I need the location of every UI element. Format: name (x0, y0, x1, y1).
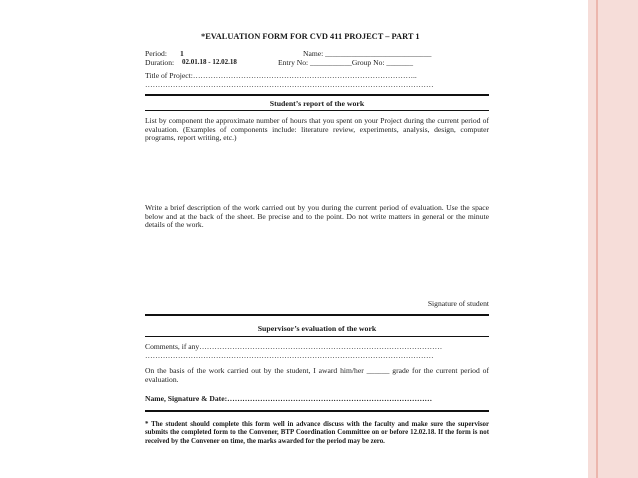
supervisor-heading-underline (145, 336, 489, 337)
period-label: Period: (145, 49, 167, 58)
section-divider-bottom (145, 410, 489, 412)
student-description-instructions: Write a brief description of the work carried out by you during the current period of evaluation. Use the space below and at the back of the sheet. Be precise and to the point. Do not write matters in general or the minute details of the work. (145, 203, 489, 230)
name-field: Name: ____________________________ (303, 49, 432, 58)
section-divider-middle (145, 314, 489, 316)
entry-group-field: Entry No: ___________Group No: _______ (278, 58, 413, 67)
duration-value: 02.01.18 - 12.02.18 (182, 58, 237, 66)
project-title-continuation: …………………………………………………………………………………………………… (145, 80, 434, 89)
form-title: *EVALUATION FORM FOR CVD 411 PROJECT – PART 1 (201, 32, 420, 41)
project-title-field: Title of Project:…………………………………………………………………………….. (145, 71, 417, 80)
student-heading-underline (145, 110, 489, 111)
grade-award-statement: On the basis of the work carried out by the student, I award him/her ______ grade for the current period of evaluation. (145, 366, 489, 384)
slide-side-band (588, 0, 638, 478)
period-value: 1 (180, 49, 184, 58)
comments-continuation: …………………………………………………………………………………………………… (145, 351, 434, 360)
footnote: * The student should complete this form well in advance discuss with the faculty and make sure the supervisor submits the completed form to the Convener, BTP Coordination Committee on or before 12.02.18. If the form is not received by the Convener on time, the marks awarded for the period may be zero. (145, 421, 489, 445)
comments-field: Comments, if any…………………………………………………………………………………… (145, 342, 443, 351)
duration-label: Duration: (145, 58, 175, 67)
student-signature-label: Signature of student (427, 299, 489, 308)
student-hours-instructions: List by component the approximate number of hours that you spent on your Project during the current period of evaluation. (Examples of components include: literature review, experiments, analysis, design, computer programs, report writing, etc.) (145, 116, 489, 143)
side-band-stripe (596, 0, 598, 478)
section-divider-top (145, 94, 489, 96)
supervisor-name-signature-date: Name, Signature & Date:……………………………………………………………………… (145, 394, 433, 403)
supervisor-section-heading: Supervisor’s evaluation of the work (257, 324, 377, 333)
student-section-heading: Student’s report of the work (269, 99, 365, 108)
